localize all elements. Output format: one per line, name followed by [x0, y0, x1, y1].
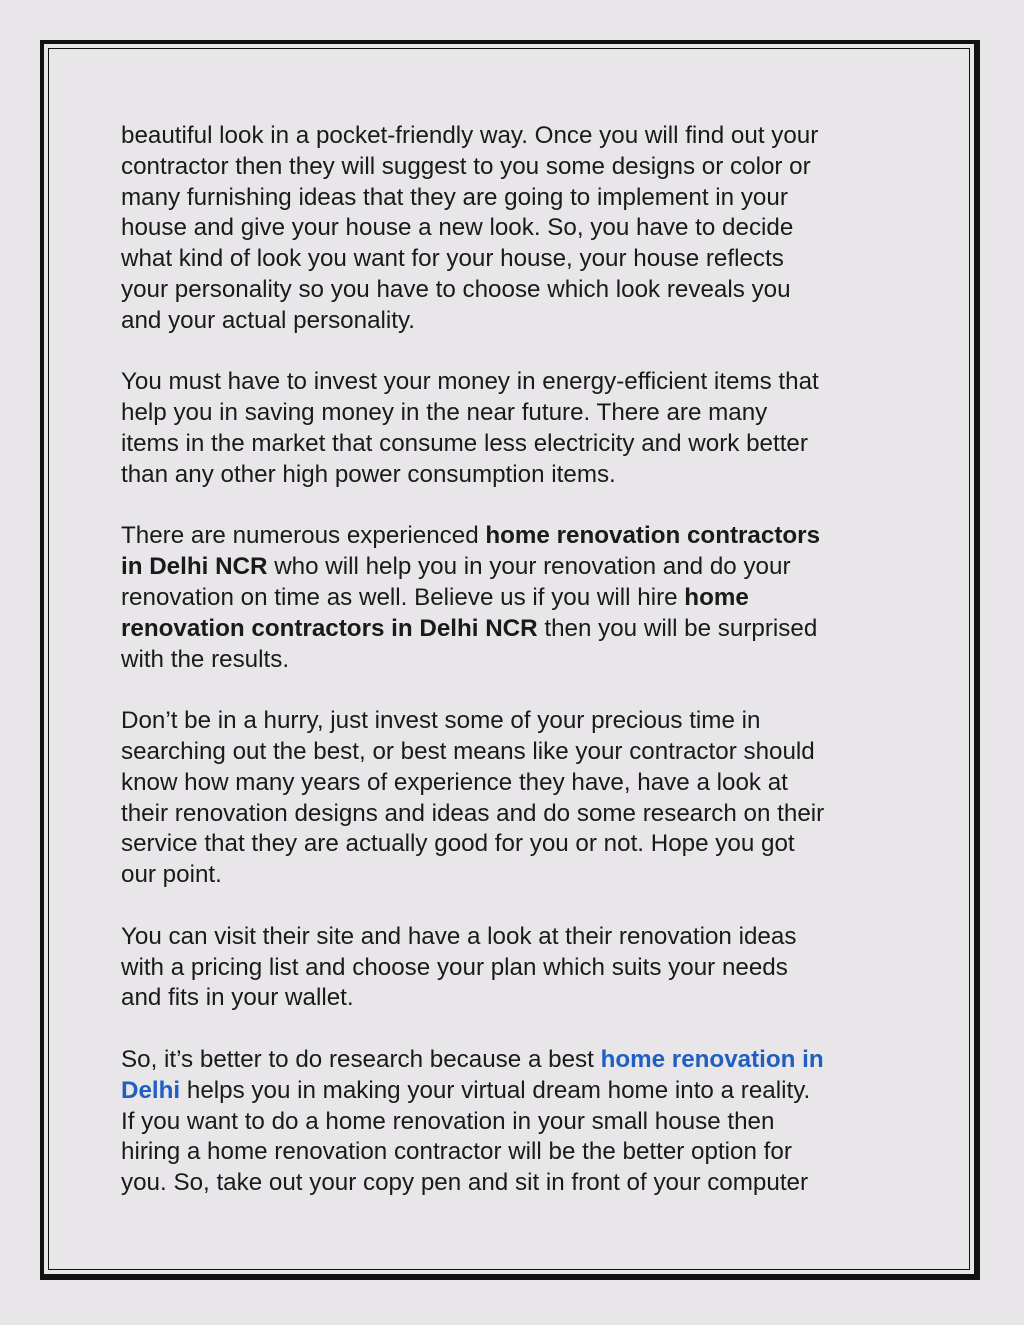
bold-phrase: home: [684, 583, 749, 611]
text-segment: what kind of look you want for your house, your house reflects: [121, 245, 784, 273]
text-segment: You can visit their site and have a look at their renovation ideas: [121, 922, 797, 950]
text-segment: then you will be surprised: [537, 614, 818, 642]
text-segment: many furnishing ideas that they are going to implement in your: [121, 183, 788, 211]
paragraph: [121, 706, 911, 891]
text-segment: hiring a home renovation contractor will be the better option for: [121, 1138, 792, 1166]
text-segment: and your actual personality.: [121, 306, 416, 334]
text-link[interactable]: Delhi: [121, 1076, 181, 1104]
text-segment: help you in saving money in the near future. There are many: [121, 399, 768, 427]
text-segment: and fits in your wallet.: [121, 984, 354, 1012]
text-segment: If you want to do a home renovation in your small house then: [121, 1107, 775, 1135]
text-segment: house and give your house a new look. So, you have to decide: [121, 214, 794, 242]
paragraph: [121, 521, 911, 675]
paragraph: [121, 121, 911, 337]
bold-phrase: renovation contractors in Delhi NCR: [121, 614, 538, 642]
text-segment: who will help you in your renovation and do your: [267, 553, 791, 581]
text-segment: beautiful look in a pocket-friendly way. Once you will find out your: [121, 122, 819, 149]
paragraph: [121, 367, 911, 490]
bold-phrase: home renovation contractors: [485, 522, 821, 550]
text-segment: contractor then they will suggest to you some designs or color or: [121, 152, 811, 180]
text-segment: service that they are actually good for you or not. Hope you got: [121, 830, 795, 858]
text-segment: searching out the best, or best means like your contractor should: [121, 737, 815, 765]
text-segment: You must have to invest your money in energy-efficient items that: [121, 368, 819, 396]
text-segment: with the results.: [121, 645, 290, 673]
bold-phrase: in Delhi NCR: [121, 553, 268, 581]
text-link[interactable]: home renovation in: [600, 1045, 824, 1073]
text-segment: know how many years of experience they have, have a look at: [121, 768, 788, 796]
text-segment: renovation on time as well. Believe us if you will hire: [121, 583, 685, 611]
text-segment: with a pricing list and choose your plan which suits your needs: [121, 953, 788, 981]
paragraph: [121, 1045, 911, 1199]
text-segment: your personality so you have to choose which look reveals you: [121, 275, 791, 303]
text-segment: items in the market that consume less electricity and work better: [121, 429, 808, 457]
text-segment: helps you in making your virtual dream home into a reality.: [180, 1076, 811, 1104]
text-segment: their renovation designs and ideas and do some research on their: [121, 799, 825, 827]
text-segment: our point.: [121, 861, 222, 889]
paragraph: [121, 922, 911, 1014]
text-segment: than any other high power consumption items.: [121, 460, 616, 488]
text-segment: you. So, take out your copy pen and sit in front of your computer: [121, 1169, 809, 1197]
text-segment: There are numerous experienced: [121, 522, 486, 550]
text-segment: Don’t be in a hurry, just invest some of your precious time in: [121, 707, 761, 735]
document-body: [121, 121, 911, 1230]
text-segment: So, it’s better to do research because a best: [121, 1045, 601, 1073]
